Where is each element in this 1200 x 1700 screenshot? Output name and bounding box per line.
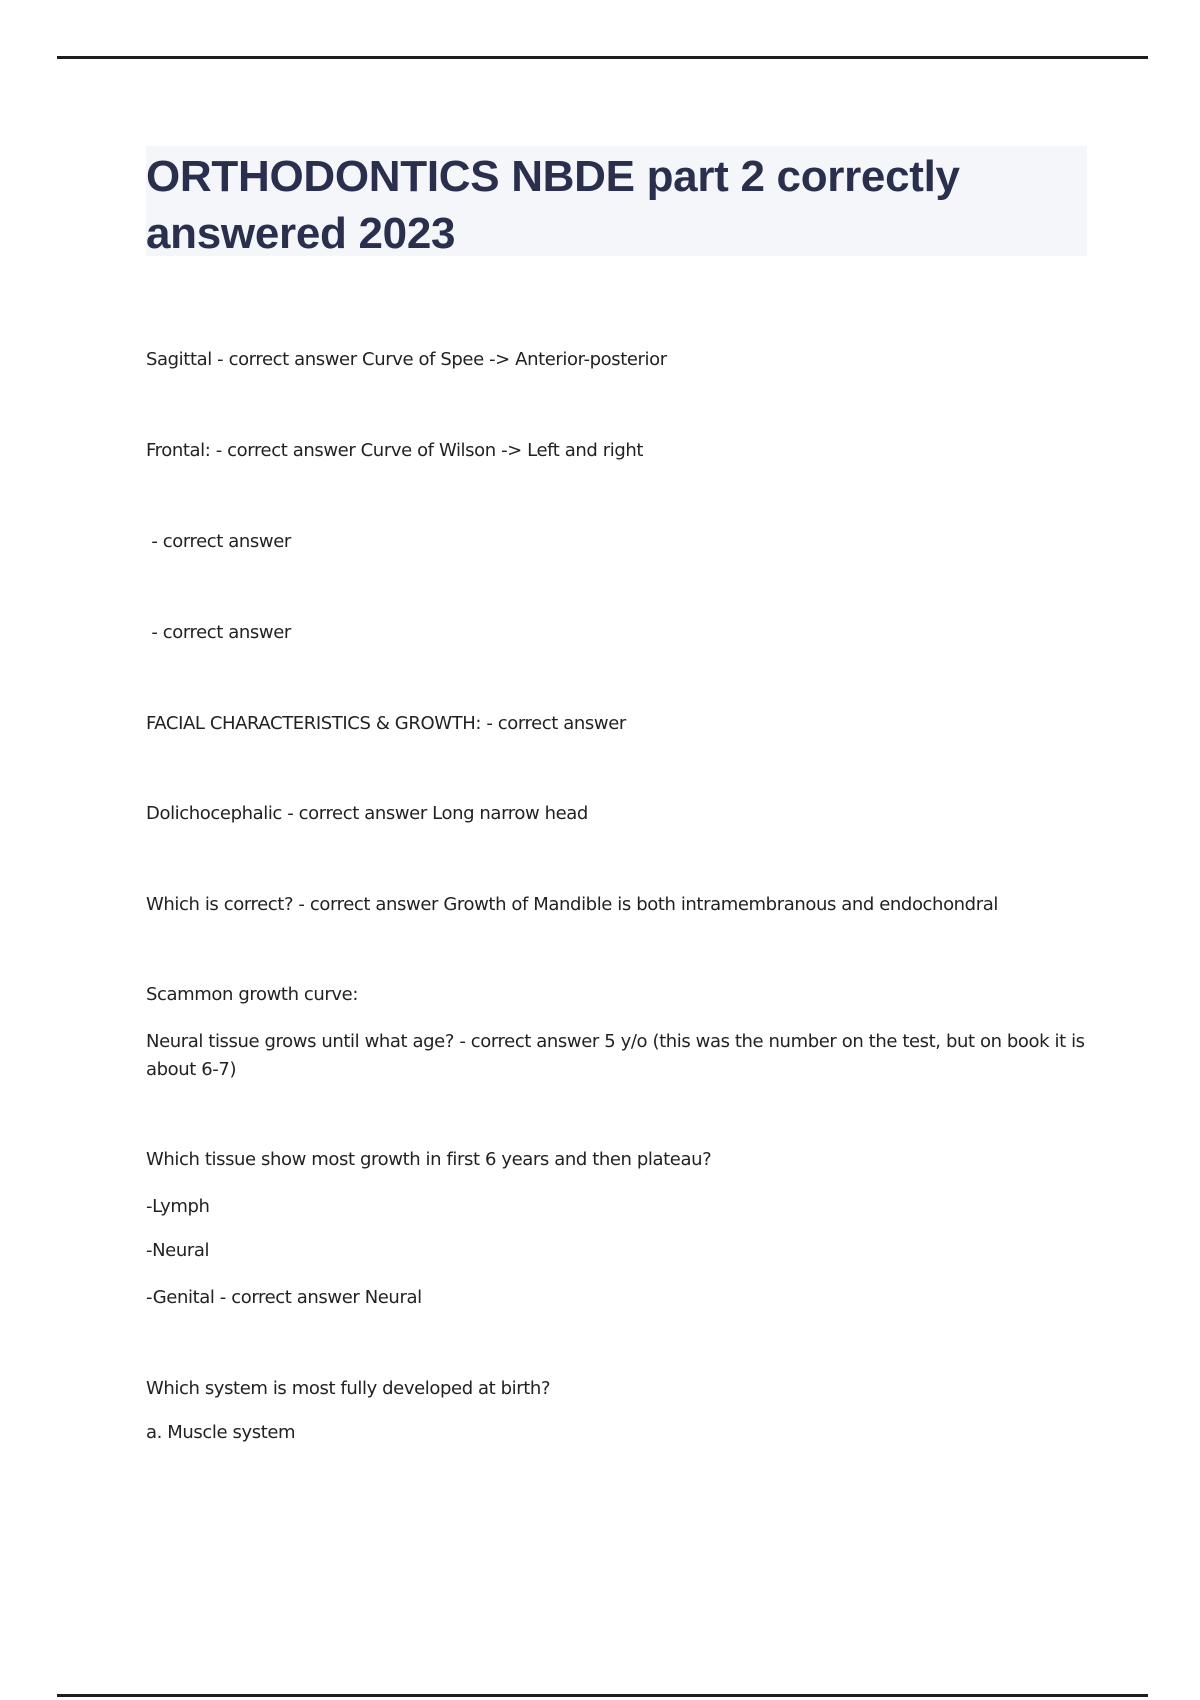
section-heading-facial-growth: FACIAL CHARACTERISTICS & GROWTH: - correct answer xyxy=(146,713,626,734)
option-neural: -Neural xyxy=(146,1240,210,1261)
qa-blank-1: - correct answer xyxy=(146,531,291,552)
option-genital-answer: -Genital - correct answer Neural xyxy=(146,1287,422,1308)
page-title: ORTHODONTICS NBDE part 2 correctly answered 2023 xyxy=(146,152,960,258)
qa-mandible-growth: Which is correct? - correct answer Growth of Mandible is both intramembranous and endochondral xyxy=(146,894,998,915)
bottom-rule xyxy=(57,1694,1148,1697)
qa-blank-2: - correct answer xyxy=(146,622,291,643)
option-muscle-system: a. Muscle system xyxy=(146,1422,296,1443)
qa-neural-tissue-age: Neural tissue grows until what age? - correct answer 5 y/o (this was the number on the test, but on book it is about 6-7) xyxy=(146,1031,1085,1080)
title-banner xyxy=(146,146,1087,256)
question-tissue-growth: Which tissue show most growth in first 6 years and then plateau? xyxy=(146,1149,712,1170)
qa-dolichocephalic: Dolichocephalic - correct answer Long narrow head xyxy=(146,803,588,824)
option-lymph: -Lymph xyxy=(146,1196,210,1217)
top-rule xyxy=(57,56,1148,59)
scammon-heading: Scammon growth curve: xyxy=(146,984,359,1005)
qa-sagittal: Sagittal - correct answer Curve of Spee -> Anterior-posterior xyxy=(146,349,667,370)
qa-frontal: Frontal: - correct answer Curve of Wilson -> Left and right xyxy=(146,440,644,461)
question-system-at-birth: Which system is most fully developed at birth? xyxy=(146,1378,551,1399)
